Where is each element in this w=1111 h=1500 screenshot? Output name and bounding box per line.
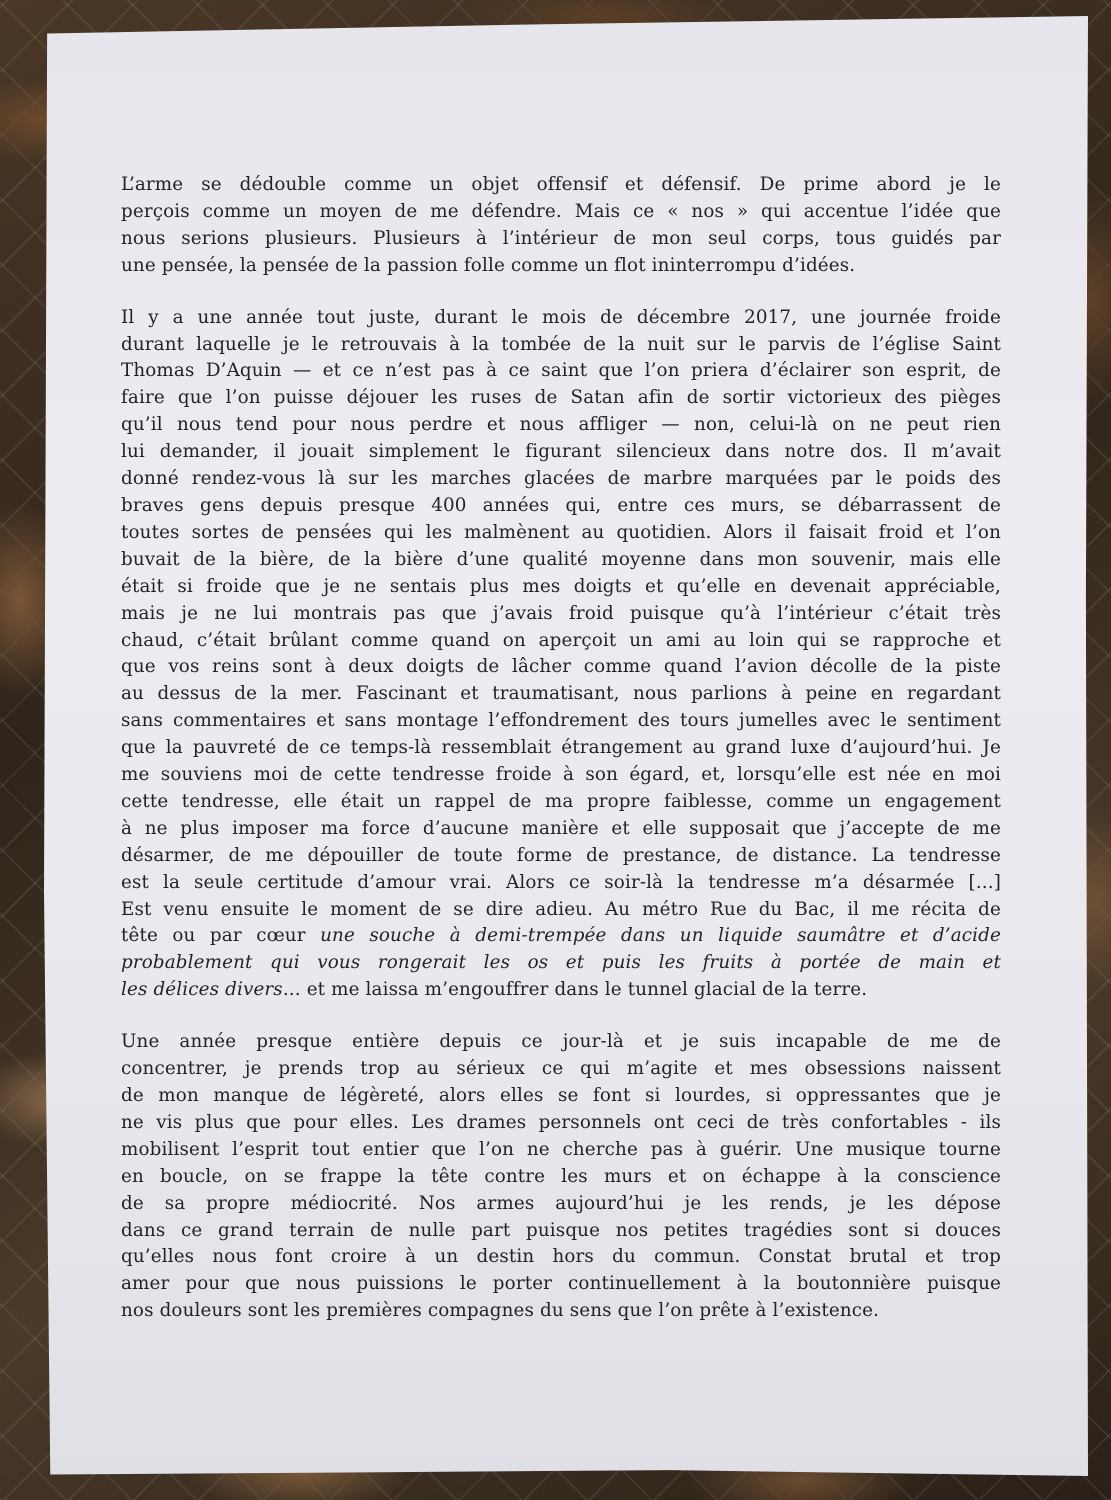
paragraph-3 [121, 1029, 1001, 1325]
text-line: en boucle, on se frappe la tête contre les murs et on échappe à la conscience [121, 1165, 1001, 1187]
text-line: chaud, c’était brûlant comme quand on aperçoit un ami au loin qui se rapproche et [121, 629, 1001, 651]
text-line: cette tendresse, elle était un rappel de ma propre faiblesse, comme un engagement [121, 790, 1001, 812]
text-line: sans commentaires et sans montage l’effondrement des tours jumelles avec le sentiment [121, 710, 1001, 732]
text-line: lui demander, il jouait simplement le figurant silencieux dans notre dos. Il m’avait [121, 441, 1001, 463]
text-line: nous serions plusieurs. Plusieurs à l’intérieur de mon seul corps, tous guidés par [121, 227, 1001, 249]
text-line: Est venu ensuite le moment de se dire adieu. Au métro Rue du Bac, il me récita de [121, 898, 1001, 920]
text-line: mais je ne lui montrais pas que j’avais froid puisque qu’à l’intérieur c’était très [121, 602, 1001, 624]
paragraph-1 [121, 172, 1001, 280]
text-line-mixed [121, 923, 1001, 950]
text-line: dans ce grand terrain de nulle part puisque nos petites tragédies sont si douces [121, 1219, 1001, 1241]
text-line: toutes sortes de pensées qui les malmènent au quotidien. Alors il faisait froid et l’on [121, 521, 1001, 543]
quote-italic: les délices divers [121, 979, 283, 1001]
text-line: me souviens moi de cette tendresse froide à son égard, et, lorsqu’elle est née en moi [121, 764, 1001, 786]
text-line: est la seule certitude d’amour vrai. Alors ce soir-là la tendresse m’a désarmée [...] [121, 871, 1001, 893]
text-line: amer pour que nous puissions le porter continuellement à la boutonnière puisque [121, 1273, 1001, 1295]
text-line: ne vis plus que pour elles. Les drames personnels ont ceci de très confortables - ils [121, 1111, 1001, 1133]
text-line: buvait de la bière, de la bière d’une qualité moyenne dans mon souvenir, mais elle [121, 548, 1001, 570]
text-line: qu’elles nous font croire à un destin hors du commun. Constat brutal et trop [121, 1246, 1001, 1268]
text-line-mixed [121, 977, 1001, 1004]
document-text [121, 172, 1001, 1350]
text-line: que la pauvreté de ce temps-là ressemblait étrangement au grand luxe d’aujourd’hui. Je [121, 737, 1001, 759]
paragraph-2 [121, 305, 1001, 1005]
text-line: de mon manque de légèreté, alors elles se font si lourdes, si oppressantes que je [121, 1085, 1001, 1106]
text-line: donné rendez-vous là sur les marches glacées de marbre marquées par le poids des [121, 468, 1001, 490]
text-line: mobilisent l’esprit tout entier que l’on ne cherche pas à guérir. Une musique tourne [121, 1138, 1001, 1160]
text-line: au dessus de la mer. Fascinant et traumatisant, nous parlions à peine en regardant [121, 683, 1001, 705]
text-line-mixed [121, 950, 1001, 977]
text-line: désarmer, de me dépouiller de toute forme de prestance, de distance. La tendresse [121, 844, 1001, 866]
text-line: braves gens depuis presque 400 années qui, entre ces murs, se débarrassent de [121, 494, 1001, 516]
text-line: Une année presque entière depuis ce jour-là et je suis incapable de me de [121, 1031, 1001, 1053]
text-line: nos douleurs sont les premières compagnes du sens que l’on prête à l’existence. [121, 1300, 880, 1322]
plain-text: ... et me laissa m’engouffrer dans le tunnel glacial de la terre. [282, 979, 868, 1001]
plain-text: tête ou par cœur [121, 925, 321, 947]
text-line: concentrer, je prends trop au sérieux ce qui m’agite et mes obsessions naissent [121, 1058, 1001, 1080]
text-line: perçois comme un moyen de me défendre. Mais ce « nos » qui accentue l’idée que [121, 200, 1001, 222]
text-line: faire que l’on puisse déjouer les ruses de Satan afin de sortir victorieux des pièges [121, 387, 1001, 409]
text-line: une pensée, la pensée de la passion folle comme un flot ininterrompu d’idées. [121, 254, 856, 276]
text-line: Il y a une année tout juste, durant le mois de décembre 2017, une journée froide [121, 306, 1001, 328]
text-line: durant laquelle je le retrouvais à la tombée de la nuit sur le parvis de l’église Saint [121, 333, 1001, 355]
text-line: était si froide que je ne sentais plus mes doigts et qu’elle en devenait appréciable, [121, 575, 1001, 597]
text-line: Thomas D’Aquin — et ce n’est pas à ce saint que l’on priera d’éclairer son esprit, de [121, 360, 1001, 382]
quote-italic: probablement qui vous rongerait les os et puis les fruits à portée de main et [121, 952, 1001, 974]
text-line: que vos reins sont à deux doigts de lâcher comme quand l’avion décolle de la piste [121, 656, 1001, 678]
text-line: à ne plus imposer ma force d’aucune manière et elle supposait que j’accepte de me [121, 817, 1001, 839]
text-line: qu’il nous tend pour nous perdre et nous affliger — non, celui-là on ne peut rien [121, 414, 1001, 436]
text-line: L’arme se dédouble comme un objet offensif et défensif. De prime abord je le [121, 174, 1001, 195]
quote-italic: une souche à demi-trempée dans un liquide saumâtre et d’acide [320, 925, 1002, 947]
text-line: de sa propre médiocrité. Nos armes aujourd’hui je les rends, je les dépose [121, 1192, 1001, 1214]
